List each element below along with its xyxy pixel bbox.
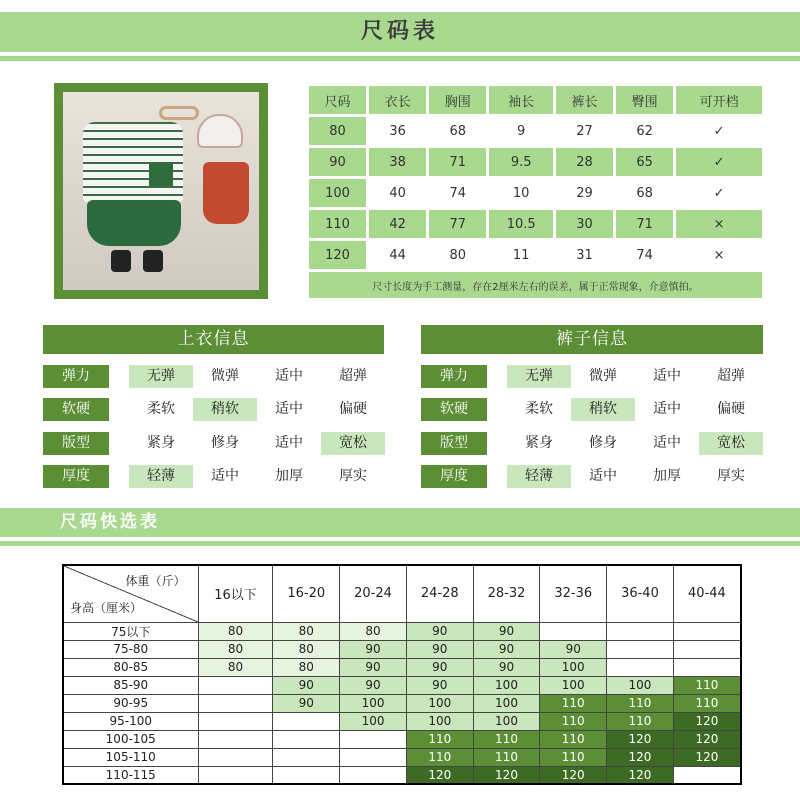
quick-select-underline — [0, 541, 800, 546]
table-cell: 68 — [636, 185, 653, 201]
info-label: 弹力 — [43, 365, 109, 388]
size-recommendation-cell: 90 — [273, 694, 340, 712]
weight-column-header: 16-20 — [273, 565, 340, 622]
size-recommendation-cell — [607, 640, 674, 658]
size-recommendation-cell: 120 — [540, 766, 607, 784]
size-recommendation-cell: 90 — [473, 658, 540, 676]
info-label: 版型 — [43, 432, 109, 455]
red-shorts — [203, 162, 249, 224]
product-photo-content — [63, 92, 259, 290]
size-recommendation-cell: 120 — [607, 748, 674, 766]
size-recommendation-cell: 80 — [340, 622, 407, 640]
option: 修身 — [589, 435, 617, 451]
option: 微弹 — [589, 368, 617, 384]
table-row — [63, 730, 741, 748]
option: 偏硬 — [339, 401, 367, 417]
table-cell: ✓ — [676, 148, 762, 176]
table-row — [63, 622, 741, 640]
size-recommendation-cell — [607, 658, 674, 676]
size-recommendation-cell: 100 — [540, 676, 607, 694]
top-info-title: 上衣信息 — [43, 325, 384, 354]
header-cell: 尺码 — [309, 86, 366, 114]
left-shoe — [111, 250, 131, 272]
table-cell: 9 — [517, 123, 526, 139]
option: 加厚 — [275, 468, 303, 484]
size-recommendation-cell: 100 — [607, 676, 674, 694]
size-recommendation-cell: 110 — [473, 730, 540, 748]
size-recommendation-cell — [340, 748, 407, 766]
table-row — [309, 210, 762, 238]
table-cell: 71 — [429, 148, 486, 176]
table-cell: 68 — [449, 123, 467, 139]
title-underline — [0, 56, 800, 61]
option: 适中 — [653, 368, 681, 384]
table-cell: × — [713, 247, 725, 263]
size-recommendation-cell: 120 — [607, 766, 674, 784]
size-recommendation-cell: 90 — [473, 622, 540, 640]
height-row-label: 100-105 — [63, 730, 198, 748]
table-cell: 28 — [556, 148, 613, 176]
option: 加厚 — [653, 468, 681, 484]
table-cell: 36 — [389, 123, 406, 139]
option: 适中 — [275, 401, 303, 417]
option: 柔软 — [147, 401, 175, 417]
sunglasses-prop — [159, 106, 199, 120]
size-recommendation-cell: 90 — [273, 676, 340, 694]
size-recommendation-cell: 100 — [540, 658, 607, 676]
table-row — [309, 179, 762, 207]
table-row — [63, 676, 741, 694]
option: 适中 — [275, 368, 303, 384]
size-recommendation-cell: 90 — [340, 676, 407, 694]
selected-option: 轻薄 — [507, 465, 571, 488]
size-recommendation-cell: 120 — [673, 712, 741, 730]
size-recommendation-cell: 90 — [340, 640, 407, 658]
size-recommendation-cell: 100 — [406, 712, 473, 730]
size-recommendation-cell: 100 — [473, 676, 540, 694]
size-recommendation-cell — [673, 658, 741, 676]
weight-column-header: 24-28 — [406, 565, 473, 622]
table-row — [63, 640, 741, 658]
table-row — [63, 748, 741, 766]
pants-info-title: 裤子信息 — [421, 325, 763, 354]
weight-column-header: 20-24 — [340, 565, 407, 622]
size-recommendation-cell: 100 — [473, 694, 540, 712]
table-cell: 80 — [449, 247, 467, 263]
size-recommendation-cell — [340, 766, 407, 784]
size-cell: 120 — [309, 241, 366, 269]
option: 适中 — [653, 435, 681, 451]
weight-column-header: 36-40 — [607, 565, 674, 622]
size-recommendation-cell: 110 — [607, 712, 674, 730]
selected-option: 无弹 — [507, 365, 571, 388]
size-recommendation-cell — [198, 766, 273, 784]
info-label: 版型 — [421, 432, 487, 455]
product-photo — [54, 83, 268, 299]
size-cell: 80 — [309, 117, 366, 145]
table-cell: 74 — [636, 247, 653, 263]
size-recommendation-cell — [273, 766, 340, 784]
size-recommendation-cell: 110 — [540, 712, 607, 730]
table-cell: ✓ — [713, 123, 725, 139]
size-recommendation-cell — [673, 766, 741, 784]
shirt-pocket — [149, 162, 173, 186]
quick-select-header — [63, 565, 741, 622]
green-shorts — [87, 200, 181, 246]
info-label: 弹力 — [421, 365, 487, 388]
table-row — [309, 241, 762, 269]
height-row-label: 75以下 — [63, 622, 198, 640]
weight-column-header: 32-36 — [540, 565, 607, 622]
height-row-label: 95-100 — [63, 712, 198, 730]
size-recommendation-cell: 120 — [673, 748, 741, 766]
option: 紧身 — [525, 435, 553, 451]
table-cell: 30 — [556, 210, 613, 238]
size-recommendation-cell — [273, 712, 340, 730]
size-cell: 90 — [309, 148, 366, 176]
table-cell: 11 — [512, 247, 530, 263]
info-label: 厚度 — [43, 465, 109, 488]
table-cell: 31 — [576, 247, 593, 263]
weight-column-header: 28-32 — [473, 565, 540, 622]
table-cell: 71 — [616, 210, 673, 238]
size-recommendation-cell: 90 — [406, 658, 473, 676]
height-row-label: 80-85 — [63, 658, 198, 676]
table-row — [309, 117, 762, 145]
size-recommendation-cell: 120 — [473, 766, 540, 784]
size-recommendation-cell: 90 — [406, 676, 473, 694]
quick-select-title: 尺码快选表 — [60, 512, 160, 532]
header-cell: 可开档 — [676, 86, 762, 114]
size-recommendation-cell: 90 — [473, 640, 540, 658]
size-recommendation-cell — [198, 694, 273, 712]
size-recommendation-cell: 110 — [673, 694, 741, 712]
size-recommendation-cell — [198, 676, 273, 694]
option: 适中 — [653, 401, 681, 417]
option: 柔软 — [525, 401, 553, 417]
size-recommendation-cell: 80 — [198, 622, 273, 640]
size-recommendation-cell: 120 — [673, 730, 741, 748]
option: 适中 — [275, 435, 303, 451]
size-recommendation-cell: 110 — [540, 694, 607, 712]
table-cell: 40 — [389, 185, 406, 201]
size-recommendation-cell: 120 — [406, 766, 473, 784]
size-recommendation-cell — [540, 622, 607, 640]
weight-axis-label: 体重（斤） — [125, 574, 186, 588]
header-cell: 衣长 — [369, 86, 426, 114]
size-recommendation-cell: 90 — [540, 640, 607, 658]
size-cell: 110 — [309, 210, 366, 238]
table-row — [63, 694, 741, 712]
size-recommendation-cell — [273, 730, 340, 748]
size-recommendation-cell: 110 — [540, 748, 607, 766]
table-cell: 29 — [576, 185, 593, 201]
selected-option: 宽松 — [699, 432, 763, 455]
table-cell: 27 — [576, 123, 593, 139]
height-row-label: 110-115 — [63, 766, 198, 784]
size-recommendation-cell: 120 — [607, 730, 674, 748]
size-recommendation-cell: 80 — [198, 640, 273, 658]
right-shoe — [143, 250, 163, 272]
option: 超弹 — [339, 368, 367, 384]
table-row — [309, 148, 762, 176]
header-cell: 臀围 — [616, 86, 673, 114]
size-recommendation-cell: 110 — [406, 748, 473, 766]
table-cell: 10.5 — [489, 210, 553, 238]
table-cell: 44 — [389, 247, 406, 263]
table-cell: 77 — [429, 210, 486, 238]
table-cell: 10 — [512, 185, 530, 201]
info-label: 软硬 — [43, 398, 109, 421]
size-recommendation-cell: 100 — [406, 694, 473, 712]
selected-option: 稍软 — [193, 398, 257, 421]
table-cell: 74 — [449, 185, 467, 201]
corner-cell — [63, 565, 198, 622]
info-label: 软硬 — [421, 398, 487, 421]
size-recommendation-cell — [273, 748, 340, 766]
table-cell: × — [676, 210, 762, 238]
option: 厚实 — [717, 468, 745, 484]
header-cell: 袖长 — [489, 86, 553, 114]
option: 修身 — [211, 435, 239, 451]
option: 厚实 — [339, 468, 367, 484]
size-recommendation-cell — [607, 622, 674, 640]
height-row-label: 90-95 — [63, 694, 198, 712]
selected-option: 轻薄 — [129, 465, 193, 488]
size-recommendation-cell: 90 — [406, 640, 473, 658]
size-recommendation-cell — [198, 712, 273, 730]
height-row-label: 75-80 — [63, 640, 198, 658]
option: 适中 — [211, 468, 239, 484]
note-row — [309, 272, 762, 298]
size-cell: 100 — [309, 179, 366, 207]
size-table-header — [309, 86, 762, 114]
option: 超弹 — [717, 368, 745, 384]
size-recommendation-cell: 110 — [540, 730, 607, 748]
table-cell: 65 — [616, 148, 673, 176]
size-recommendation-cell — [340, 730, 407, 748]
size-recommendation-cell — [198, 748, 273, 766]
size-recommendation-cell — [198, 730, 273, 748]
header-cell: 胸围 — [429, 86, 486, 114]
weight-column-header: 40-44 — [673, 565, 741, 622]
option: 适中 — [589, 468, 617, 484]
option: 微弹 — [211, 368, 239, 384]
size-recommendation-cell — [673, 640, 741, 658]
selected-option: 稍软 — [571, 398, 635, 421]
size-recommendation-cell: 90 — [340, 658, 407, 676]
selected-option: 宽松 — [321, 432, 385, 455]
size-recommendation-cell: 80 — [273, 658, 340, 676]
size-recommendation-cell: 110 — [473, 748, 540, 766]
size-recommendation-cell: 110 — [607, 694, 674, 712]
height-axis-label: 身高（厘米） — [70, 600, 143, 615]
size-recommendation-cell: 110 — [673, 676, 741, 694]
size-recommendation-cell: 80 — [198, 658, 273, 676]
quick-select-table — [62, 564, 742, 785]
table-cell: 38 — [369, 148, 426, 176]
option: 紧身 — [147, 435, 175, 451]
size-recommendation-cell: 100 — [473, 712, 540, 730]
size-recommendation-cell — [673, 622, 741, 640]
size-recommendation-cell: 110 — [406, 730, 473, 748]
info-label: 厚度 — [421, 465, 487, 488]
size-recommendation-cell: 80 — [273, 640, 340, 658]
measurement-note: 尺寸长度为手工测量，存在2厘米左右的误差，属于正常现象，介意慎拍。 — [309, 272, 762, 298]
size-table — [306, 83, 765, 301]
size-recommendation-cell: 100 — [340, 694, 407, 712]
table-cell: 42 — [369, 210, 426, 238]
page-title: 尺码表 — [360, 19, 439, 44]
option: 偏硬 — [717, 401, 745, 417]
header-cell: 裤长 — [556, 86, 613, 114]
size-recommendation-cell: 90 — [406, 622, 473, 640]
weight-column-header: 16以下 — [198, 565, 273, 622]
size-recommendation-cell: 80 — [273, 622, 340, 640]
table-cell: 62 — [636, 123, 653, 139]
height-row-label: 85-90 — [63, 676, 198, 694]
table-row — [63, 766, 741, 784]
table-row — [63, 658, 741, 676]
table-cell: 9.5 — [489, 148, 553, 176]
height-row-label: 105-110 — [63, 748, 198, 766]
size-recommendation-cell: 100 — [340, 712, 407, 730]
hat-prop — [197, 114, 243, 148]
table-cell: ✓ — [713, 185, 725, 201]
table-row — [63, 712, 741, 730]
selected-option: 无弹 — [129, 365, 193, 388]
